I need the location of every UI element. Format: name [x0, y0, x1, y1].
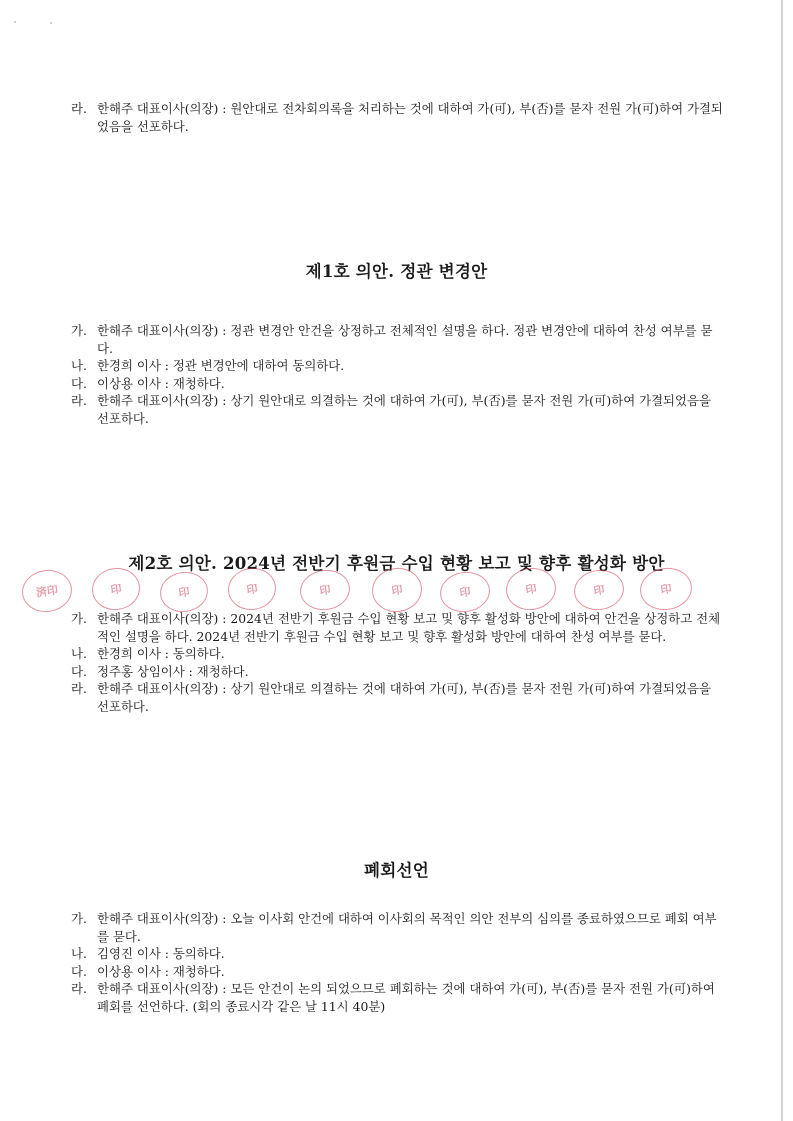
list-item: [71, 100, 723, 135]
list-item: [71, 963, 723, 981]
item-marker: 가.: [71, 323, 87, 338]
agenda1-section: [71, 322, 723, 427]
seal-stamp-icon: 印: [571, 567, 626, 614]
item-marker: 라.: [71, 101, 87, 116]
item-text: 정주홍 상임이사 : 재청하다.: [97, 663, 249, 679]
item-text: 한해주 대표이사(의장) : 오늘 이사회 안건에 대하여 이사회의 목적인 의안 전부의 심의를 종료하였으므로 폐회 여부를 묻다.: [97, 911, 717, 944]
seal-stamp-icon: 印: [437, 569, 492, 616]
list-item: [71, 645, 723, 663]
seal-stamp-row: [22, 566, 722, 612]
item-text: 한경희 이사 : 정관 변경안에 대하여 동의하다.: [97, 358, 345, 373]
seal-stamp-icon: 印: [297, 567, 352, 614]
list-item: [71, 392, 723, 427]
item-text: 이상용 이사 : 재청하다.: [97, 375, 225, 391]
list-item: [71, 610, 723, 645]
item-marker: 라.: [71, 981, 87, 996]
closing-section: [71, 910, 723, 1015]
list-item: [71, 663, 723, 681]
list-item: [71, 322, 723, 357]
item-marker: 가.: [71, 611, 87, 626]
item-text: 한해주 대표이사(의장) : 정관 변경안 안건을 상정하고 전체적인 설명을 하다. 정관 변경안에 대하여 찬성 여부를 묻다.: [97, 323, 713, 356]
item-marker: 나.: [71, 946, 87, 961]
prior-minutes-section: [71, 100, 723, 135]
item-marker: 다.: [71, 375, 87, 391]
item-marker: 다.: [71, 663, 87, 679]
item-marker: 라.: [71, 681, 87, 696]
item-text: 한해주 대표이사(의장) : 상기 원안대로 의결하는 것에 대하여 가(可), 부(否)를 묻자 전원 가(可)하여 가결되었음을 선포하다.: [97, 393, 711, 426]
item-marker: 나.: [71, 646, 87, 661]
item-text: 한해주 대표이사(의장) : 모든 안건이 논의 되었으므로 폐회하는 것에 대하여 가(可), 부(否)를 묻자 전원 가(可)하여 폐회를 선언하다. (회의 종료시각 같은 날 11시 40분): [97, 981, 715, 1014]
item-text: 한해주 대표이사(의장) : 상기 원안대로 의결하는 것에 대하여 가(可), 부(否)를 묻자 전원 가(可)하여 가결되었음을 선포하다.: [97, 681, 711, 714]
list-item: [71, 910, 723, 945]
item-text: 한해주 대표이사(의장) : 원안대로 전차회의록을 처리하는 것에 대하여 가(可), 부(否)를 묻자 전원 가(可)하여 가결되었음을 선포하다.: [97, 101, 723, 134]
scan-speck: [14, 21, 16, 23]
agenda2-section: [71, 610, 723, 715]
item-text: 김영진 이사 : 동의하다.: [97, 946, 225, 961]
agenda2-title: 제2호 의안. 2024년 전반기 후원금 수입 현황 보고 및 향후 활성화 방안: [128, 553, 665, 573]
seal-stamp-icon: 印: [637, 565, 694, 614]
item-text: 한경희 이사 : 동의하다.: [97, 646, 225, 661]
list-item: [71, 980, 723, 1015]
item-text: 이상용 이사 : 재청하다.: [97, 963, 225, 979]
item-marker: 다.: [71, 963, 87, 979]
closing-title: 폐회선언: [364, 860, 429, 880]
item-marker: 라.: [71, 393, 87, 408]
scan-speck: [50, 22, 52, 24]
seal-stamp-icon: 済印: [19, 567, 74, 616]
seal-stamp-icon: 印: [157, 569, 210, 615]
agenda1-title: 제1호 의안. 정관 변경안: [305, 261, 488, 281]
item-marker: 나.: [71, 358, 87, 373]
list-item: [71, 945, 723, 963]
seal-stamp-icon: 印: [503, 565, 558, 614]
item-marker: 가.: [71, 911, 87, 926]
list-item: [71, 375, 723, 393]
list-item: [71, 357, 723, 375]
item-text: 한해주 대표이사(의장) : 2024년 전반기 후원금 수입 현황 보고 및 향후 활성화 방안에 대하여 안건을 상정하고 전체적인 설명을 하다. 2024년 전반기 후원금 수입 현황 보고 및 향후 활성화 방안에 대하여 찬성 여부를 묻다.: [97, 611, 721, 644]
seal-stamp-icon: 印: [369, 565, 425, 616]
seal-stamp-icon: 印: [89, 565, 142, 613]
list-item: [71, 680, 723, 715]
seal-stamp-icon: 印: [225, 565, 278, 613]
